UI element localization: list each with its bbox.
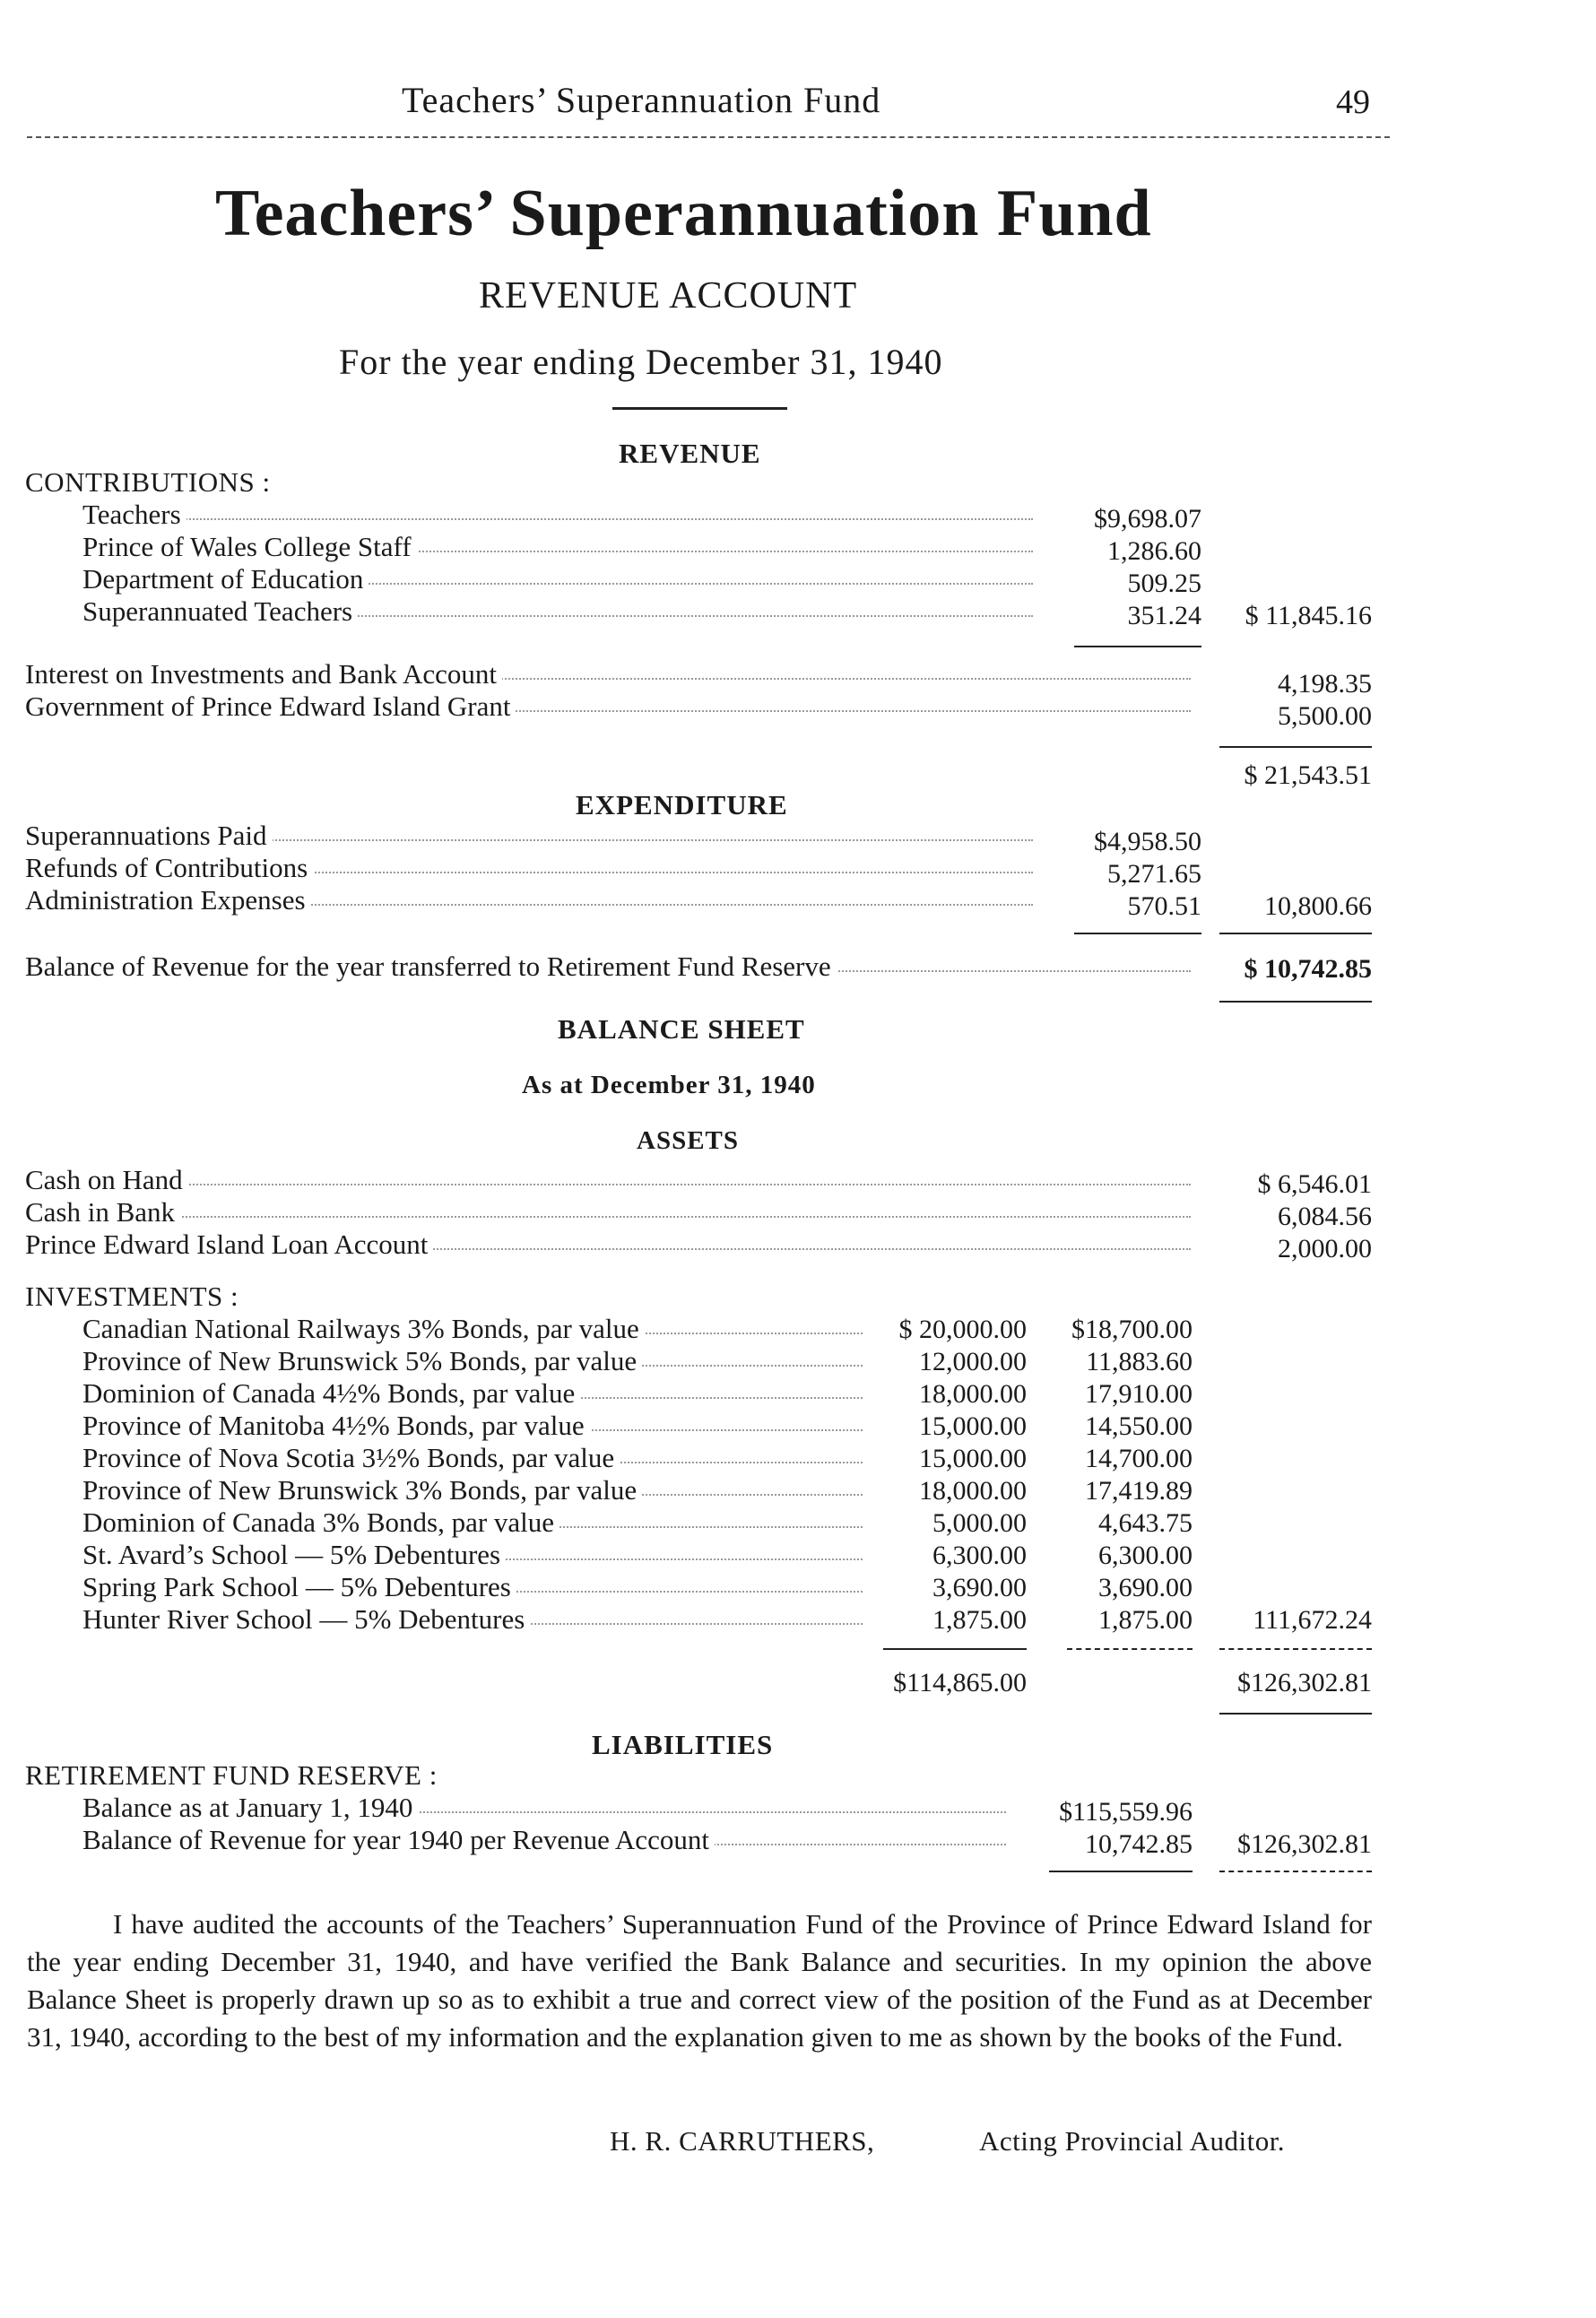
double-rule	[1219, 1001, 1372, 1003]
amount-value: 5,271.65	[1107, 859, 1201, 889]
expenditure-heading: EXPENDITURE	[576, 789, 788, 820]
table-row: Province of New Brunswick 3% Bonds, par value	[82, 1474, 863, 1506]
par-value: $ 20,000.00	[898, 1315, 1027, 1344]
table-row: St. Avard’s School — 5% Debentures	[82, 1539, 863, 1571]
book-value: 14,550.00	[1085, 1411, 1193, 1441]
par-value: 15,000.00	[919, 1444, 1027, 1473]
amount-value: 6,084.56	[1278, 1202, 1372, 1231]
par-total: $114,865.00	[893, 1668, 1027, 1697]
list-item: Balance as at January 1, 1940	[82, 1792, 1006, 1824]
book-value: $18,700.00	[1071, 1315, 1193, 1344]
table-row: Dominion of Canada 3% Bonds, par value	[82, 1506, 863, 1539]
list-item: Prince Edward Island Loan Account	[25, 1228, 1191, 1261]
subtotal-value: $ 11,845.16	[1245, 601, 1372, 630]
amount-value: $115,559.96	[1059, 1797, 1193, 1827]
audit-statement: I have audited the accounts of the Teachers’ Superannuation Fund of the Province of Prince Edward Island for the year ending December 31, 1940, and have verified the Bank Balance and securities. In my opinion the above Balance Sheet is properly drawn up so as to exhibit a true and correct view of the position of the Fund as at December 31, 1940, according to the best of my information and the explanation given to me as shown by the books of the Fund.	[27, 1908, 1372, 2053]
list-item: Interest on Investments and Bank Account	[25, 658, 1191, 690]
book-value: 3,690.00	[1098, 1573, 1193, 1602]
assets-total: $126,302.81	[1237, 1668, 1372, 1697]
amount-value: 509.25	[1127, 569, 1201, 598]
header-rule	[27, 136, 1390, 138]
book-value: 14,700.00	[1085, 1444, 1193, 1473]
table-row: Hunter River School — 5% Debentures	[82, 1603, 863, 1636]
revenue-heading: REVENUE	[619, 438, 761, 469]
amount-value: 570.51	[1127, 891, 1201, 921]
table-row: Province of Nova Scotia 3½% Bonds, par value	[82, 1442, 863, 1474]
amount-value: 1,286.60	[1107, 536, 1201, 566]
table-row: Province of Manitoba 4½% Bonds, par value	[82, 1410, 863, 1442]
par-value: 18,000.00	[919, 1476, 1027, 1506]
amount-value: $ 6,546.01	[1257, 1169, 1372, 1199]
par-value: 1,875.00	[932, 1605, 1027, 1635]
amount-value: $9,698.07	[1094, 504, 1201, 534]
table-row: Spring Park School — 5% Debentures	[82, 1571, 863, 1603]
par-value: 5,000.00	[932, 1508, 1027, 1538]
page-number: 49	[1336, 83, 1370, 121]
amount-value: 4,198.35	[1278, 669, 1372, 699]
document-subtitle: REVENUE ACCOUNT	[479, 275, 858, 317]
auditor-title: Acting Provincial Auditor.	[979, 2125, 1286, 2157]
list-item: Refunds of Contributions	[25, 852, 1033, 884]
amount-value: 351.24	[1127, 601, 1201, 630]
par-value: 3,690.00	[932, 1573, 1027, 1602]
subtotal-value: 10,800.66	[1264, 891, 1372, 921]
book-value: 4,643.75	[1098, 1508, 1193, 1538]
revenue-total: $ 21,543.51	[1244, 760, 1372, 790]
auditor-signature: H. R. CARRUTHERS,	[610, 2125, 875, 2157]
investments-label: INVESTMENTS :	[25, 1281, 239, 1312]
sum-rule	[883, 1648, 1027, 1650]
contributions-label: CONTRIBUTIONS :	[25, 466, 271, 498]
sum-rule	[1219, 1871, 1372, 1872]
title-rule	[612, 407, 787, 410]
list-item: Cash on Hand	[25, 1164, 1191, 1196]
list-item: Cash in Bank	[25, 1196, 1191, 1228]
sum-rule	[1074, 646, 1201, 647]
sum-rule	[1074, 933, 1201, 934]
sum-rule	[1067, 1648, 1193, 1650]
amount-value: $4,958.50	[1094, 827, 1201, 856]
document-title: Teachers’ Superannuation Fund	[215, 177, 1152, 250]
table-row: Canadian National Railways 3% Bonds, par value	[82, 1313, 863, 1345]
sum-rule	[1219, 746, 1372, 748]
list-item: Balance of Revenue for year 1940 per Revenue Account	[82, 1824, 1006, 1856]
table-row: Dominion of Canada 4½% Bonds, par value	[82, 1377, 863, 1410]
list-item: Teachers	[82, 499, 1033, 531]
balance-sheet-date: As at December 31, 1940	[522, 1071, 816, 1099]
list-item: Balance of Revenue for the year transferred to Retirement Fund Reserve	[25, 951, 1191, 983]
list-item: Prince of Wales College Staff	[82, 531, 1033, 563]
book-value: 17,419.89	[1085, 1476, 1193, 1506]
book-value: 17,910.00	[1085, 1379, 1193, 1409]
list-item: Superannuations Paid	[25, 820, 1033, 852]
liabilities-heading: LIABILITIES	[592, 1729, 774, 1760]
balance-sheet-heading: BALANCE SHEET	[558, 1013, 805, 1045]
sum-rule	[1219, 933, 1372, 934]
amount-value: 2,000.00	[1278, 1234, 1372, 1263]
par-value: 6,300.00	[932, 1541, 1027, 1570]
table-row: Province of New Brunswick 5% Bonds, par value	[82, 1345, 863, 1377]
reserve-label: RETIREMENT FUND RESERVE :	[25, 1759, 438, 1791]
amount-value: 10,742.85	[1085, 1829, 1193, 1859]
investments-total: 111,672.24	[1253, 1605, 1372, 1635]
running-header-title: Teachers’ Superannuation Fund	[402, 80, 881, 120]
list-item: Superannuated Teachers	[82, 595, 1033, 628]
par-value: 12,000.00	[919, 1347, 1027, 1376]
double-rule	[1219, 1713, 1372, 1715]
list-item: Administration Expenses	[25, 884, 1033, 916]
period-line: For the year ending December 31, 1940	[339, 342, 943, 382]
assets-heading: ASSETS	[637, 1126, 740, 1155]
list-item: Department of Education	[82, 563, 1033, 595]
amount-value: 5,500.00	[1278, 701, 1372, 731]
book-value: 1,875.00	[1098, 1605, 1193, 1635]
list-item: Government of Prince Edward Island Grant	[25, 690, 1191, 723]
par-value: 18,000.00	[919, 1379, 1027, 1409]
par-value: 15,000.00	[919, 1411, 1027, 1441]
sum-rule	[1219, 1648, 1372, 1650]
liabilities-total: $126,302.81	[1237, 1829, 1372, 1859]
book-value: 6,300.00	[1098, 1541, 1193, 1570]
sum-rule	[1049, 1871, 1193, 1872]
book-value: 11,883.60	[1086, 1347, 1193, 1376]
balance-transfer-value: $ 10,742.85	[1244, 954, 1372, 984]
